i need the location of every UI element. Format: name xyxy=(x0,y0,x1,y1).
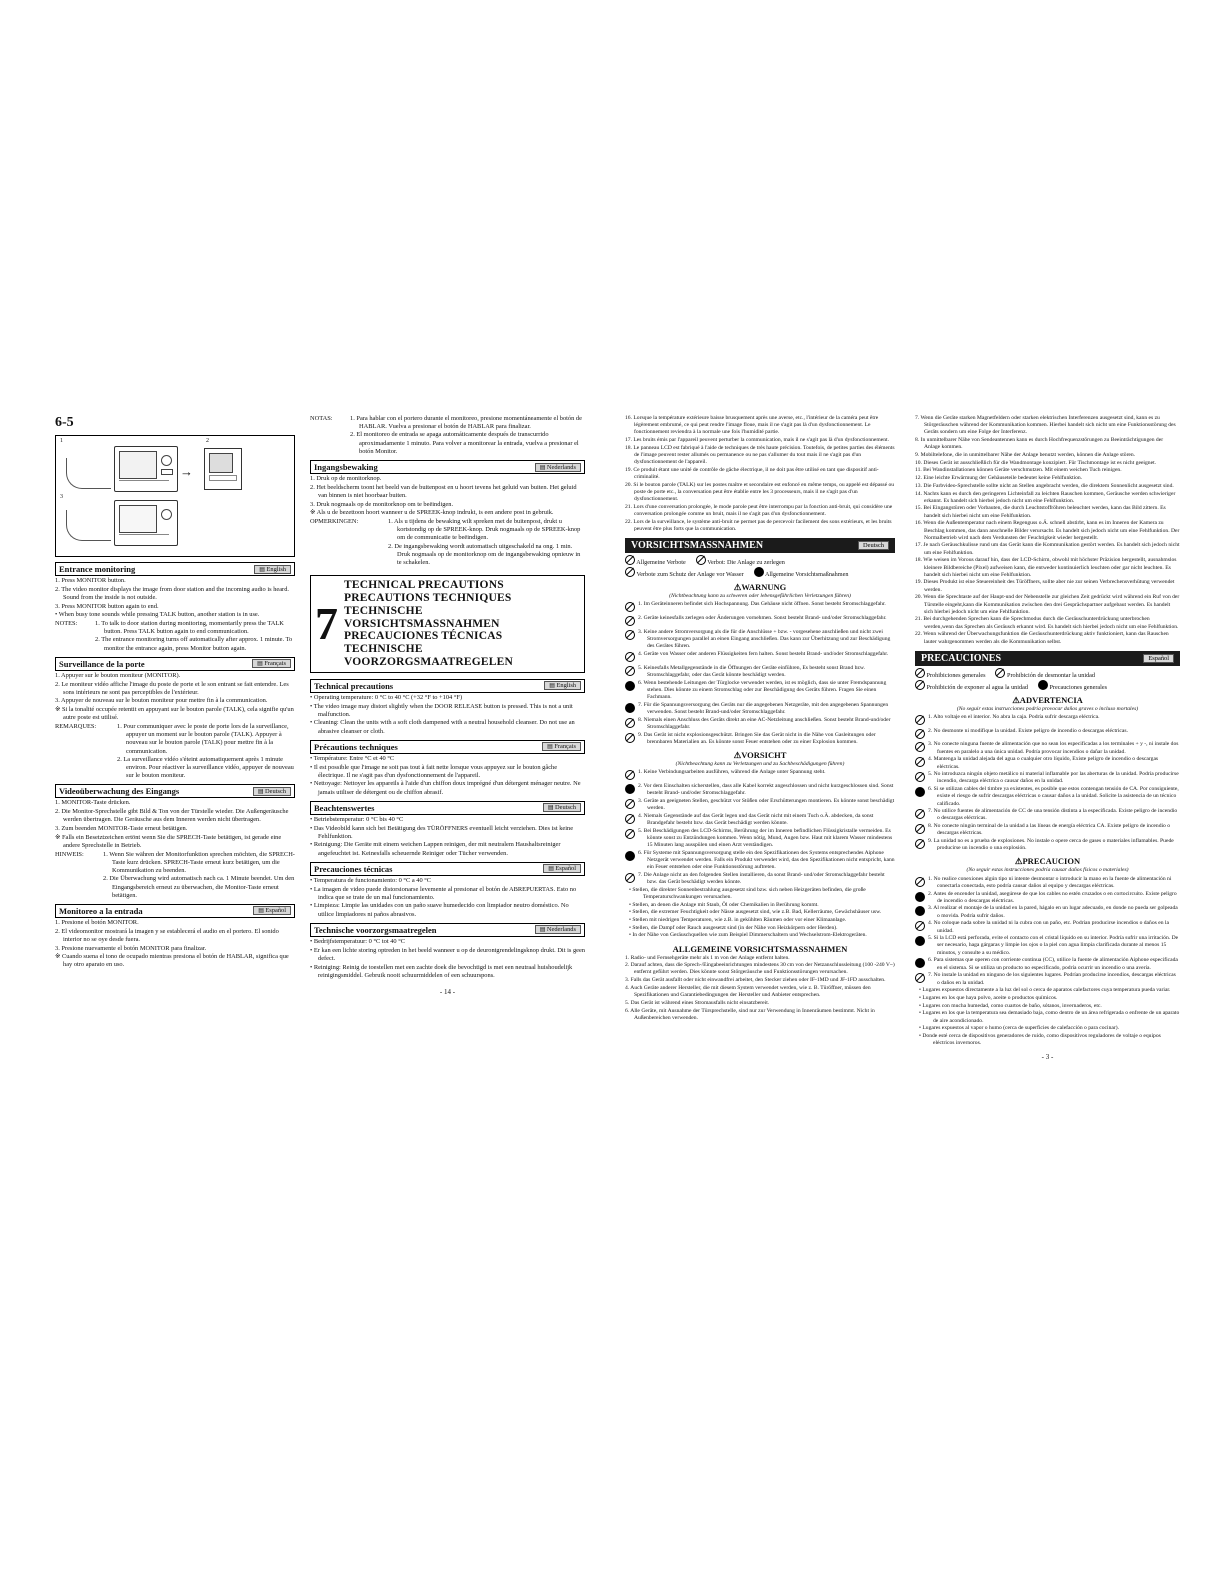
section-title: Videoüberwachung des Eingangs xyxy=(59,786,180,797)
tech-fr-list xyxy=(310,755,585,797)
column-1 xyxy=(55,415,295,970)
warnung-subtitle: (Nichtbeachtung kann zu schweren oder lebensgefährlichen Verletzungen führen) xyxy=(669,593,851,600)
list-item xyxy=(915,891,1180,905)
section-title: Entrance monitoring xyxy=(59,564,136,574)
item-text: 5. No introduzca ningún objeto metálico ni material inflamable por las aberturas de la unidad. Podría producirse incendio, descarga eléctrica o causar daños en la unidad. xyxy=(928,771,1179,785)
no-water-icon xyxy=(915,757,925,767)
list-item xyxy=(915,714,1180,727)
list-item: 21. Lors d'une conversation prolongée, le mode parole peut être interrompu par la fonction anti-bruit, qui considère une conversation prolongée comme un bruit, mais il ne s'agit pas d'un dysfonctionnement. xyxy=(625,503,893,518)
section-title: Beachtenswertes xyxy=(314,802,375,813)
arrow-icon: → xyxy=(180,464,193,479)
list-item: ※ Cuando suena el tono de ocupado mientras presiona el botón de HABLAR, significa que hay otro aparato en uso. xyxy=(55,953,289,969)
language-badge: ▤ Español xyxy=(253,906,291,915)
item-text: 2. Vor dem Einschalten sicherstellen, dass alle Kabel korrekt angeschlossen und nicht kurzgeschlossen sind. Sonst besteht Brand- und/oder Stromschlaggefahr. xyxy=(638,782,894,797)
list-item xyxy=(625,651,895,664)
section-title: Technical precautions xyxy=(314,680,394,691)
language-badge: ▤ English xyxy=(544,681,581,690)
list-item xyxy=(625,717,895,731)
list-item: • Cleaning: Clean the units with a soft cloth dampened with a neutral household cleanser. Do not use an abrasive cleanser or cloth. xyxy=(310,719,575,735)
list-item xyxy=(915,905,1180,919)
precaucion-list xyxy=(915,876,1180,1048)
list-item xyxy=(915,935,1180,957)
videouberwachung-list xyxy=(55,799,295,850)
list-item xyxy=(915,957,1180,971)
vorsicht-title: ⚠VORSICHT xyxy=(733,749,787,760)
item-text: 6. Für Systeme mit Spannungsversorgung stelle ein den Spezifikationen des Systems entsprechendes Aiphone Netzgerät verwendet werden. Falls ein Produkt verwendet wird, das den Spezifikationen nicht entspricht, kann ein Feuer entstehen oder eine Funktionsstörung auftreten. xyxy=(638,849,895,871)
list-item: 1. Press MONITOR button. xyxy=(55,577,126,584)
list-item: • Lugares con mucha humedad, como cuartos de baño, sótanos, invernaderos, etc. xyxy=(919,1002,1102,1009)
list-item: • Stellen, die extremer Feuchtigkeit oder Nässe ausgesetzt sind, wie z.B. Bad, Kellerräume, Gewächshäuser usw. xyxy=(629,909,882,916)
warnung-title: ⚠WARNUNG xyxy=(733,582,787,593)
list-item: 3. Zum beenden MONITOR-Taste erneut betätigen. xyxy=(55,825,188,833)
column-3 xyxy=(625,415,895,1022)
advertencia-subtitle: (No seguir estas instrucciones podría provocar daños graves o incluso mortales) xyxy=(956,705,1139,712)
section-tech-es-header xyxy=(310,862,585,876)
language-badge: ▤ Español xyxy=(543,864,581,873)
chapter-number: 7 xyxy=(315,598,338,650)
section-ingangsbewaking-header xyxy=(310,460,585,474)
note-item: 1. To talk to door station during monitoring, momentarily press the TALK button. Press TALK button again to end communication. xyxy=(95,620,284,636)
list-item: • In der Nähe von Geräuschquellen wie zum Beispiel Dimmerschaltern und Wechselstrom-Elektrogeräten. xyxy=(629,932,867,939)
prohibition-icon xyxy=(625,555,635,565)
legend-label: Verbote zum Schutz der Anlage vor Wasser xyxy=(636,571,744,579)
list-item xyxy=(625,665,895,679)
legend-label: Prohibición de desmontar la unidad xyxy=(1007,671,1096,679)
column-4 xyxy=(915,415,1180,1061)
remarks-label: REMARQUES: xyxy=(55,723,97,731)
general-precaution-icon xyxy=(625,851,635,861)
section-title: VORSICHTSMASSNAHMEN xyxy=(631,540,764,552)
prohibition-icon xyxy=(915,839,925,849)
note-item: 2. El monitoreo de entrada se apaga automáticamente después de transcurrido aproximadamente 1 minuto. Para volver a monitorear la entrada, vuelva a presionar el botón Monitor. xyxy=(350,431,579,455)
opmerkingen-block xyxy=(310,518,585,567)
no-disassemble-icon xyxy=(696,555,706,565)
prohibition-icon xyxy=(625,770,635,780)
list-item xyxy=(915,823,1180,837)
list-item: • Limpieza: Limpie las unidades con un paño suave humedecido con limpiador neutro doméstico. No utilice limpiadores ni paños abrasivos. xyxy=(310,902,569,918)
list-item: • Lugares en los que haya polvo, aceite o productos químicos. xyxy=(919,994,1058,1001)
section-tech-de-header xyxy=(310,801,585,815)
language-badge: ▤ Français xyxy=(542,742,581,751)
vorsicht-list xyxy=(625,769,895,939)
ingangsbewaking-list xyxy=(310,475,585,518)
allgemeine-list xyxy=(625,955,895,1022)
page-number-right: - 3 - xyxy=(1041,1053,1054,1062)
prohibition-icon xyxy=(625,733,635,743)
allgemeine-title: ALLGEMEINE VORSICHTSMASSNAHMEN xyxy=(672,943,848,954)
list-item xyxy=(915,808,1180,822)
section-tech-fr-header xyxy=(310,740,585,754)
language-badge: Español xyxy=(1143,654,1174,663)
vorsichtsmassnahmen-header xyxy=(625,538,895,553)
section-number: 6-5 xyxy=(55,415,74,430)
list-item: 2. Le moniteur vidéo affiche l'image du poste de porte et le son entrant se fait entendre. Les sons intérieurs ne sont pas perceptibles de l'extérieur. xyxy=(55,680,289,696)
list-item: 16. Lorsque la température extérieure baisse brusquement après une averse, etc., l'intérieur de la caméra peut être légèrement embrumé, ce qui peut rendre l'image floue, mais il ne s'agit pas là d'un dysfonctionnement. Le fonctionnement reviendra à la normale une fois l'humidité partie. xyxy=(625,415,879,436)
list-item xyxy=(915,920,1180,934)
figure-callout-1: 1 xyxy=(60,438,63,444)
legend-label: Allgemeine Vorsichtsmaßnahmen xyxy=(764,571,849,579)
notes-label: OPMERKINGEN: xyxy=(310,518,359,526)
list-item: 2. Darauf achten, dass die Sprech-/Eingabeeinrichtungen mindestens 30 cm von der Netzanschlussleitung (100 -240 V~) entfernt geführt werden. Dies könnte sonst Störgeräusche und Funktionsstörungen verursachen. xyxy=(625,962,895,976)
list-item: 22. Wenn während der Überwachungsfunktion die Geräuschunterdrückung aktiv funktioniert, kann das Rauschen lauter wahrgenommen werden als die Kommunikation selbst. xyxy=(915,631,1169,645)
section-title: Surveillance de la porte xyxy=(59,658,145,669)
list-item: 21. Bei durchgehenden Sprechen kann die Sprechmodus durch die Geräuschunterdrückung unterbrochen werden,wenn das Sprechen als Geräusch erkannt wird. Es handelt sich hierbei jedoch nicht um eine Fehlfunktion. xyxy=(915,616,1179,630)
list-item: 17. Les bruits émis par l'appareil peuvent perturber la communication, mais il ne s'agit pas là d'un dysfonctionnement. xyxy=(625,437,889,444)
item-text: 1. No realice conexiones algún tipo ni intente desmontar o introducir la mano en la fuente de alimentación ni conectarla conectada, esto podría causar daños al equipo y descargas eléctricas. xyxy=(928,875,1172,889)
list-item xyxy=(625,828,895,850)
list-item xyxy=(625,813,895,827)
list-item: • When busy tone sounds while pressing TALK button, another station is in use. xyxy=(55,611,260,619)
list-item: 6. Alle Geräte, mit Ausnahme der Türsprechstelle, sind nur zur Verwendung in Innenräumen bestimmt. Nicht in Außenbereichen verwenden. xyxy=(625,1007,875,1021)
chapter-7-title-block xyxy=(310,575,585,673)
list-item: • Reinigung: Die Geräte mit einem weichen Lappen reinigen, der mit neutralem Haushaltsreiniger angefeuchtet ist. Keinesfalls scheuernde Reiniger oder Tücher verwenden. xyxy=(310,841,561,857)
list-item: 13. Die Farbvideo-Sprechstelle sollte nicht an Stellen angebracht werden, die direktem Sonnenlicht ausgesetzt sind. xyxy=(915,482,1174,489)
general-precaution-icon xyxy=(625,784,635,794)
list-item: 2. The video monitor displays the image from door station and the incoming audio is heard. Sound from the inside is not outside. xyxy=(55,585,289,601)
prohibition-icon xyxy=(625,814,635,824)
item-text: 2. Geräte keinesfalls zerlegen oder Änderungen vornehmen. Sonst besteht Brand- und/oder Stromschlaggefahr. xyxy=(638,615,887,622)
vorsicht-subtitle: (Nichtbeachtung kann zu Verletzungen und zu Sachbeschädigungen führen) xyxy=(675,760,845,767)
list-item xyxy=(625,872,895,886)
list-item: 2. El videomonitor mostrará la imagen y se establecerá el audio en el portero. El sonido interior no se oye desde fuera. xyxy=(55,927,279,943)
list-item: 10. Dieses Gerät ist ausschließlich für die Wandmontage konzipiert. Für Tischmontage ist es nicht geeignet. xyxy=(915,459,1157,466)
section-title: Précautions techniques xyxy=(314,741,398,752)
legend-label: Prohibición de exponer al agua la unidad xyxy=(926,683,1028,691)
vorsicht-icon-legend-row-1 xyxy=(625,555,895,566)
tech-es-list xyxy=(310,877,585,919)
advertencia-list xyxy=(915,714,1180,852)
prohibition-icon xyxy=(915,921,925,931)
general-precaution-icon xyxy=(915,936,925,946)
item-text: 5. Keinesfalls Metallgegenstände in die Öffnungen der Geräte einführen, Es besteht sonst Brand bzw. Stromschlaggefahr, oder das Gerät könnte beschädigt werden. xyxy=(638,664,865,678)
language-badge: ▤ Nederlands xyxy=(535,463,581,472)
tech-en-list xyxy=(310,694,585,736)
hand-illustration xyxy=(66,458,111,489)
chapter-title-en: TECHNICAL PRECAUTIONS xyxy=(344,579,504,592)
chapter-title-fr: PRECAUTIONS TECHNIQUES xyxy=(344,592,512,605)
list-item: • Lugares en los que la temperatura sea demasiado baja, como dentro de un área refrigerada o enfrente de un aparato de aire acondicionado. xyxy=(919,1010,1180,1024)
list-item xyxy=(915,876,1180,890)
precaucion-title: ⚠PRECAUCION xyxy=(1014,856,1081,867)
list-item: 15. Bei Eingangstüren oder Vorbauten, die durch Leuchtstoffröhren beleuchtet werden, kann das Bild zittern. Es handelt sich hierbei nicht um eine Fehlfunktion. xyxy=(915,505,1166,519)
list-item xyxy=(915,972,1180,986)
precauciones-header xyxy=(915,651,1180,666)
monitoreo-list xyxy=(55,919,295,970)
language-badge: ▤ Français xyxy=(252,659,291,668)
list-item: • Nettoyage: Nettoyer les appareils à l'aide d'un chiffon doux imprégné d'un détergent ménager neutre. Ne jamais utiliser de détergent ou de chiffon abrasif. xyxy=(310,780,581,796)
tech-nl-list xyxy=(310,938,585,980)
item-text: 2. Antes de encender la unidad, asegúrese de que los cables no estén cruzados o en cortocircuito. Existe peligro de incendio o descargas eléctricas. xyxy=(928,890,1177,904)
item-text: 4. No coloque nada sobre la unidad ni la cubra con un paño, etc. Podrían producirse incendios o daños en la unidad. xyxy=(928,920,1169,934)
list-item: • The video image may distort slightly when the DOOR RELEASE button is pressed. This is not a unit malfunction. xyxy=(310,702,573,718)
chapter-title-lines xyxy=(344,579,580,669)
section-title: Ingangsbewaking xyxy=(314,462,378,473)
item-text: 3. Geräte an geeigneten Stellen, geschützt vor Stößen oder Erschütterungen montieren. Es könnte sonst beschädigt werden. xyxy=(638,797,895,811)
notas-label: NOTAS: xyxy=(310,415,333,422)
general-precaution-icon xyxy=(1038,680,1048,690)
section-title: Technische voorzorgsmaatregelen xyxy=(314,924,437,935)
list-item: • Donde esté cerca de dispositivos generadores de ruido, como dispositivos reguladores de voltaje o equipos eléctricos invernoros. xyxy=(919,1032,1161,1047)
note-item: 1. Wenn Sie währen der Monitorfunktion sprechen möchten, die SPRECH-Taste kurz drücken. SPRECH-Taste erneut kurz betätigen, um die Kommunikation zu beenden. xyxy=(103,850,295,875)
figure-area xyxy=(55,435,295,557)
list-item xyxy=(625,601,895,614)
figure-callout-2: 2 xyxy=(206,438,209,444)
list-item: 18. Le panneau LCD est fabriqué à l'aide de techniques de très haute précision. Toutefois, de petites parties des éléments de l'image peuvent rester allumés ou permanence ou ne pas s'allumer du tout mais il ne s'agit pas d'un dysfonctionnement de l'appareil. xyxy=(625,444,895,466)
item-text: 1. Keine Verbindungsarbeiten ausführen, während die Anlage unter Spannung steht. xyxy=(638,769,826,776)
remark-item: 1. Pour communiquer avec le poste de porte lors de la surveillance, appuyer un moment sur le bouton parole (TALK). Appuyer à nouveau sur le bouton parole (TALK) pour mettre fin à la communication. xyxy=(117,723,289,755)
item-text: 7. No utilice fuentes de alimentación de CC de una tensión distinta a la especificada. Existe peligro de incendio o descargas eléctricas. xyxy=(928,808,1178,822)
prohibition-icon xyxy=(915,973,925,983)
language-badge: ▤ Deutsch xyxy=(253,787,291,796)
item-text: 9. Das Gerät ist nicht explosionsgeschützt. Bringen Sie das Gerät nicht in die Nähe von Gasleitungen oder brennbaren Materialien an. Es könnte sonst Feuer entstehen oder zu einer Explosion kommen. xyxy=(638,731,876,745)
general-precaution-icon xyxy=(625,703,635,713)
list-item: • Stellen, die direkter Sonnenbestrahlung ausgesetzt sind bzw. sich neben Heizgeräten befinden, die große Temperaturschwankungen verursachen. xyxy=(629,886,866,900)
note-item: 1. Para hablar con el portero durante el monitoreo, presione momentáneamente el botón de HABLAR. Vuelva a presionar el botón de HABLAR para finalizar. xyxy=(350,415,582,431)
list-item: 2. Het beeldscherm toont het beeld van de buitenpost en u hoort tevens het geluid van buiten. Het geluid van binnen is niet hoorbaar buiten. xyxy=(310,483,577,499)
list-item: 1. Appuyer sur le bouton moniteur (MONITOR). xyxy=(55,671,181,679)
prohibition-icon xyxy=(625,666,635,676)
list-item: • Bedrijfstemperatuur: 0 °C tot 40 °C xyxy=(310,937,406,945)
no-disassemble-icon xyxy=(625,616,635,626)
list-item: 14. Nachts kann es durch den geringeren Lichteinfall zu leichten Rauschen kommen, Geräusche werden schwieriger erkannt. Es handelt sich hierbei jedoch nicht um eine Fehlfunktion. xyxy=(915,490,1176,504)
column-2 xyxy=(310,415,585,996)
prohibition-icon xyxy=(915,824,925,834)
list-item: 7. Wenn die Geräte starken Magnetfeldern oder starken elektrischen Interferenzen ausgesetzt sind, kann es zu Störgeräuschen während der Kommunikation kommen. Hierbei handelt sich nicht um eine Funktionsstörung des Geräts sondern um eine Folge der Interferenz. xyxy=(915,415,1176,436)
entrance-monitoring-list xyxy=(55,577,295,620)
list-item: 19. Dieses Produkt ist eine Steuereinheit des Türöffners, sollte aber nie zur seinen Verbrechensverhütung verwendet werden. xyxy=(915,579,1175,593)
list-item: 3. Presione nuevamente el botón MONITOR para finalizar. xyxy=(55,944,207,952)
list-item: 20. Wenn die Sprechtaste auf der Haupt-und der Nebenstelle zur gleichen Zeit gedrückt wird während ein Ruf von der Türstelle eingeht,kann die Kommunikation zwischen den drei Gesprächspartner aufgebaut werden. Es handelt sich hierbei jedoch nicht um eine Fehlfunktion. xyxy=(915,594,1180,615)
list-item: 3. Appuyer de nouveau sur le bouton moniteur pour mettre fin à la communication. xyxy=(55,697,268,705)
notas-block xyxy=(310,415,585,456)
french-notes-continued xyxy=(625,415,895,533)
precauciones-icon-legend-row-1 xyxy=(915,668,1180,679)
chapter-title-de: TECHNISCHE VORSICHTSMASSNAHMEN xyxy=(344,604,500,630)
list-item: 1. Druk op de monitorknop. xyxy=(310,475,382,483)
prohibition-icon xyxy=(625,602,635,612)
list-item: 8. In unmittelbarer Nähe von Sendeantennen kann es durch Hochfrequenzstörungen zu Beeinträchtigungen der Anlage kommen. xyxy=(915,437,1164,451)
prohibition-icon xyxy=(915,742,925,752)
list-item xyxy=(625,629,895,651)
list-item xyxy=(915,741,1180,755)
prohibition-icon xyxy=(915,877,925,887)
general-precaution-icon xyxy=(915,906,925,916)
prohibition-icon xyxy=(625,873,635,883)
legend-label: Prohibiciones generales xyxy=(926,671,986,679)
section-title: Monitoreo a la entrada xyxy=(59,905,143,916)
item-text: 6. Si se utilizan cables del timbre ya existentes, es posible que estos contengan tensión de CA. Por consiguiente, existe el riesgo de sufrir descargas eléctricas o causar daños a la unidad. Solicite la asistencia de un técnico calificado. xyxy=(928,786,1179,807)
list-item: 16. Wenn die Außentemperatur nach einem Regenguss o.Ä. schnell abstirbt, kann es im Inneren der Kamera zu Beschlag kommen, das dann anschnelle Bilder verursacht. Es handelt sich jedoch nicht um eine Fehlfunktion. Der Normalbetrieb wird nach dem Verdunsten der Feuchtigkeit wieder hergestellt. xyxy=(915,520,1180,541)
vorsicht-icon-legend-row-2 xyxy=(625,567,895,578)
list-item: 9. Mobiltelefone, die in unmittelbarer Nähe der Anlage benutzt werden, können die Anlage stören. xyxy=(915,452,1136,459)
list-item: ※ Si la tonalité occupée retentit en appuyant sur le bouton parole (TALK), cela signifie qu'un autre poste est utilisé. xyxy=(55,706,294,722)
section-monitoreo-header xyxy=(55,904,295,918)
chapter-title-nl: TECHNISCHE VOORZORGSMAATREGELEN xyxy=(344,643,514,669)
section-title: PRECAUCIONES xyxy=(921,652,1002,664)
list-item: • Il est possible que l'image ne soit pas tout à fait nette lorsque vous appuyez sur le bouton gâche électrique. Il ne s'agit pas d'un dysfonctionnement de l'appareil. xyxy=(310,763,558,779)
list-item: • Betriebstemperatur: 0 °C bis 40 °C xyxy=(310,815,404,823)
item-text: 6. Para sistemas que operen con corriente continua (CC), utilice la fuente de alimentación Aiphone especificada en el sistema. Si se utiliza un producto no especificado, podría ocurrir un incendio o una avería. xyxy=(928,957,1178,971)
item-text: 3. Al realizar el montaje de la unidad en la pared, hágalo en un lugar adecuado, en donde no pueda ser golpeada o movida. Podría sufrir daños. xyxy=(928,905,1178,919)
list-item xyxy=(625,769,895,782)
item-text: 4. Niemals Gegenstände auf das Gerät legen und das Gerät nicht mit einem Tuch o.Ä. abdecken, da sonst Brandgefahr besteht bzw. das Gerät beschädigt werden könnte. xyxy=(638,812,874,826)
monitor-illustration-2 xyxy=(204,448,242,490)
list-item: 18. Wie weisen im Vorous darauf hin, dass der LCD-Schirm, obwohl mit höchster Präzision hergestellt, ausnahmslos kleinere Bildbereiche (Pixel) aufweisen kann, die entweder kontinuierlich leuchten oder gar nicht leuchten. Es handelt sich hierbei nicht um eine Fehlfunktion. xyxy=(915,557,1177,578)
item-text: 7. Die Anlage nicht an den folgenden Stellen installieren, da sonst Brand- und/oder Stromschlaggefahr besteht bzw. das Gerät beschädigt werden könnte. xyxy=(638,871,885,885)
list-item: 2. Die Monitor-Sprechstelle gibt Bild & Ton von der Türstelle wieder. Die Außengeräusche werden übertragen. Die Geräusche aus dem Inneren werden nicht übertragen. xyxy=(55,808,289,824)
no-water-icon xyxy=(625,652,635,662)
note-item: 1. Als u tijdens de bewaking wilt spreken met de buitenpost, drukt u kortstondig op de SPREEK-knop. Druk nogmaals op de SPREEK-knop om de communicatie te beëindigen. xyxy=(388,518,581,542)
notes-label: NOTES: xyxy=(55,620,78,628)
no-water-icon xyxy=(915,680,925,690)
surveillance-list xyxy=(55,672,295,723)
prohibition-icon xyxy=(625,829,635,839)
entrance-monitoring-notes xyxy=(55,620,295,653)
item-text: 7. Für die Spannungsversorgung des Geräts nur die angegebenen Netzgeräte, mit den angegebenen Spannungen verwenden. Sonst besteht Brand-und/oder Stromschlaggefahr. xyxy=(638,701,889,715)
item-text: 8. Niemals einen Anschluss des Geräts direkt an eine AC-Netzleitung anschließen. Sonst besteht Brand-und/oder Stromschlaggefahr. xyxy=(638,716,891,730)
general-precaution-icon xyxy=(754,567,764,577)
prohibition-icon xyxy=(625,799,635,809)
list-item: 3. Falls das Gerät ausfallt oder nicht einwandfrei arbeitet, den Stecker ziehen oder IF-1MD und JF-1FD ausschalten. xyxy=(625,977,886,984)
list-item: • Lugares expuestos al vapor o humo (cerca de superficies de calefacción o para cocinar). xyxy=(919,1025,1119,1032)
list-item xyxy=(915,838,1180,852)
legend-label: Precauciones generales xyxy=(1049,683,1108,691)
list-item xyxy=(625,615,895,628)
section-tech-en-header xyxy=(310,679,585,693)
item-text: 2. No desmonte ni modifique la unidad. Existe peligro de incendio o descargas eléctricas. xyxy=(928,727,1128,734)
item-text: 3. Keine andere Stromversorgung als die für die Anschlüsse + bzw. - vorgesehene anschließen und nicht zwei Stromversorgungen parallel an einen Eingang anschließen. Das kann zur Überhitzung und zur Beschädigung des Gerätes führen. xyxy=(638,628,891,650)
list-item: 12. Eine leichte Erwärmung der Gehäuseteile bedeutet keine Fehlfunktion. xyxy=(915,475,1083,482)
item-text: 3. No conecte ninguna fuente de alimentación que no sean los especificadas a los terminales + y -, ni instale dos fuentes en paralelo a una única unidad. Podría provocar incendios o dañar la unidad. xyxy=(928,741,1179,755)
list-item: 17. Je nach Geräuschkulisse rund um das Gerät kann die Kommunikation gestört werden. Es handelt sich jedoch nicht um eine Fehlfunktion. xyxy=(915,542,1180,556)
list-item: • Operating temperature: 0 °C to 40 °C (+32 °F to +104 °F) xyxy=(310,693,463,701)
list-item: 22. Lors de la surveillance, le système anti-bruit ne permet pas de percevoir facilement des sons extérieurs, et les bruits peuvent être plus forts que la communication. xyxy=(625,518,892,533)
item-text: 8. No conecte ningún terminal de la unidad a las líneas de energía eléctrica CA. Existe peligro de incendio o descargas eléctricas. xyxy=(928,823,1171,837)
section-surveillance-header xyxy=(55,657,295,671)
list-item: 5. Das Gerät ist während eines Stromausfalls nicht einsatzbereit. xyxy=(625,999,770,1006)
list-item: 11. Bei Wandinstallationen können Geräte verschmutzen. Mit einem weichen Tuch reinigen. xyxy=(915,467,1122,474)
language-badge: Deutsch xyxy=(858,541,889,550)
list-item: • Lugares expuestos directamente a la luz del sol o cerca de aparatos calefactores cuya temperatura pueda variar. xyxy=(919,987,1171,994)
list-item xyxy=(625,732,895,746)
list-item: 3. Druk nogmaals op de monitorknop om te beëindigen. xyxy=(310,500,454,508)
list-item: • Er kan een lichte storing optreden in het beeld wanneer u op de deurontgrendelingsknop drukt. Dit is geen defect. xyxy=(310,946,586,962)
monitor-illustration-3 xyxy=(114,500,178,546)
chapter-title-es: PRECAUCIONES TÉCNICAS xyxy=(344,630,503,643)
surveillance-remarks xyxy=(55,723,295,780)
list-item: • La imagen de video puede distorsionarse levemente al presionar el botón de ABREPUERTAS. Esto no indica que se trate de un mal funcionamiento. xyxy=(310,885,577,901)
language-badge: ▤ Deutsch xyxy=(543,803,581,812)
language-badge: ▤ Nederlands xyxy=(535,925,581,934)
note-item: 2. The entrance monitoring turns off automatically after approx. 1 minute. To monitor the entrance again, press Monitor button again. xyxy=(95,636,293,652)
list-item xyxy=(625,680,895,702)
list-item: • Stellen mit niedrigen Temperaturen, wie z.B. in gekühlten Räumen oder vor einer Klimaanlage. xyxy=(629,916,847,923)
legend-label: Allgemeine Verbote xyxy=(636,559,686,567)
list-item xyxy=(915,771,1180,785)
monitor-illustration-1 xyxy=(114,446,178,492)
list-item: 1. Presione el botón MONITOR. xyxy=(55,918,139,926)
prohibition-icon xyxy=(915,809,925,819)
general-precaution-icon xyxy=(625,681,635,691)
list-item xyxy=(915,786,1180,808)
item-text: 9. La unidad no es a prueba de explosiones. No instale o opere cerca de gases o materiales inflamables. Puede producirse un incendio o una explosión. xyxy=(928,838,1174,852)
notes-label: HINWEIS: xyxy=(55,850,84,858)
legend-label: Verbot: Die Anlage zu zerlegen xyxy=(707,559,785,567)
list-item xyxy=(625,783,895,797)
list-item: 1. MONITOR-Taste drücken. xyxy=(55,799,131,807)
item-text: 7. No instale la unidad en ninguno de los siguientes lugares. Podrían producirse incendios, descargas eléctricas o daños en la unidad. xyxy=(928,972,1176,986)
no-disassemble-icon xyxy=(915,729,925,739)
list-item xyxy=(625,798,895,812)
list-item: 1. Radio- und Fernsehgeräte mehr als 1 m von der Anlage entfernt halten. xyxy=(625,954,790,961)
precauciones-icon-legend-row-2 xyxy=(915,680,1180,691)
list-item: • Stellen, an denen die Anlage mit Staub, Öl oder Chemikalien in Berührung kommt. xyxy=(629,901,819,908)
note-item: 2. Die Überwachung wird automatisch nach ca. 1 Minute beendet. Um den Eingangsbereich erneut zu überwachen, die Monitor-Taste erneut betätigen. xyxy=(103,875,295,899)
prohibition-icon xyxy=(625,630,635,640)
section-videouberwachung-header xyxy=(55,784,295,798)
warnung-list xyxy=(625,601,895,745)
no-water-icon xyxy=(625,567,635,577)
prohibition-icon xyxy=(625,718,635,728)
figure-callout-3: 3 xyxy=(60,494,63,500)
list-item: • Reiniging: Reinig de toestellen met een zachte doek die bevochtigd is met een neutraal huishoudelijk reinigingsmiddel. Gebruik nooit schuurmiddelen of een schuurspons. xyxy=(310,963,573,979)
list-item: • Temperatura de funcionamiento: 0 °C a 40 °C xyxy=(310,876,432,884)
general-precaution-icon xyxy=(915,892,925,902)
language-badge: ▤ English xyxy=(254,565,291,574)
page-number-left: - 14 - xyxy=(439,987,456,996)
prohibition-icon xyxy=(915,772,925,782)
list-item: • Température: Entre °C et 40 °C xyxy=(310,754,395,762)
list-item: 20. Si le bouton parole (TALK) sur les postes maître et secondaire est enfoncé en même temps, ou appelé est dépassé ou poste de porte etc., la conversation peut être établie entre les 3 processeurs, mais il ne s'agit pas d'un dysfonctionnement. xyxy=(625,481,895,503)
item-text: 6. Wenn bestehende Leitungen der Türglocke verwendet werden, ist es möglich, dass sie unter Fremdspannung stehen. Dies könnte zu einem Stromschlag oder zur Beschädigung des Geräts führen. Fragen Sie einen Fachmann. xyxy=(638,679,887,700)
section-tech-nl-header xyxy=(310,923,585,937)
item-text: 5. Bei Beschädigungen des LCD-Schirms, Berührung der im Inneren befindlichen Flüssigkristalle vermeiden. Es könnte sonst zu Entzündungen kommen. Wenn nötig, Mund, Augen bzw. Haut mit klarem Wasser mindestens 15 Minuten lang ausspülen und einen Arzt verständigen. xyxy=(638,827,893,848)
list-item xyxy=(625,702,895,716)
prohibition-icon xyxy=(915,668,925,678)
prohibition-icon xyxy=(915,715,925,725)
list-item xyxy=(915,728,1180,741)
section-title: Precauciones técnicas xyxy=(314,863,393,874)
advertencia-title: ⚠ADVERTENCIA xyxy=(1012,694,1083,705)
hand-illustration-2 xyxy=(66,510,111,541)
list-item: ※ Als u de bezettoon hoort wanneer u de SPREEK-knop indrukt, is een andere post in gebruik. xyxy=(310,509,554,517)
item-text: 4. Geräte von Wasser oder anderen Flüssigkeiten fern halten. Sonst besteht Brand- und/oder Stromschlaggefahr. xyxy=(638,650,889,657)
no-disassemble-icon xyxy=(995,668,1005,678)
note-item: 2. De ingangsbewaking wordt automatisch uitgeschakeld na ong. 1 min. Druk nogmaals op de monitorknop om de ingangsbewaking opnieuw in te schakelen. xyxy=(388,542,581,567)
section-entrance-monitoring-header xyxy=(55,562,295,576)
list-item xyxy=(625,850,895,872)
list-item: 4. Auch Geräte anderer Hersteller, die mit diesem System verwendet werden, wie z. B. Türöffner, müssen den Spezifikationen und Garantiebedingungen der Hersteller und Anbieter entsprechen. xyxy=(625,984,871,999)
german-notes-continued xyxy=(915,415,1180,646)
item-text: 5. Si la LCD está perforada, evite el contacto con el cristal líquido en su interior. Podría sufrir una irritación. De ser necesario, haga gárgaras y limpie los ojos o la piel con agua limpia clarificada durante al menos 15 minutos, y consulte a su médico. xyxy=(928,935,1179,956)
general-precaution-icon xyxy=(915,787,925,797)
list-item: • Das Videobild kann sich bei Betätigung des TÜRÖFFNERS eventuell leicht verziehen. Dies ist keine Fehlfunktion. xyxy=(310,824,574,840)
precaucion-subtitle: (No seguir estas instrucciones podría causar daños físicos o materiales) xyxy=(966,867,1129,874)
videouberwachung-notes xyxy=(55,851,295,900)
list-item: 19. Ce produit étant une unité de contrôle de gâche électrique, il ne doit pas être utilisé en tant que dispositif anti-criminalité. xyxy=(625,466,879,481)
item-text: 1. Im Geräteinneren befindet sich Hochspannung. Das Gehäuse nicht öffnen. Sonst besteht Stromschlaggefahr. xyxy=(638,601,886,608)
remark-item: 2. La surveillance vidéo s'éteint automatiquement après 1 minute environ. Pour réactiver la surveillance vidéo, appuyer de nouveau sur le bouton moniteur. xyxy=(117,755,294,780)
list-item: • Stellen, die Dampf oder Rauch ausgesetzt sind (in der Nähe von Heizkörpern oder Herden). xyxy=(629,924,838,931)
list-item: 3. Press MONITOR button again to end. xyxy=(55,602,159,610)
list-item: ※ Falls ein Besetztzeichen ertönt wenn Sie die SPRECH-Taste betätigen, ist gerade eine andere Sprechstelle in Betrieb. xyxy=(55,833,282,849)
item-text: 1. Alto voltaje en el interior. No abra la caja. Podría sufrir descarga eléctrica. xyxy=(928,714,1100,720)
item-text: 4. Mantenga la unidad alejada del agua o cualquier otro líquido, Existe peligro de incendio o descargas eléctricas. xyxy=(928,756,1159,770)
tech-de-list xyxy=(310,816,585,858)
general-precaution-icon xyxy=(915,958,925,968)
list-item xyxy=(915,756,1180,770)
